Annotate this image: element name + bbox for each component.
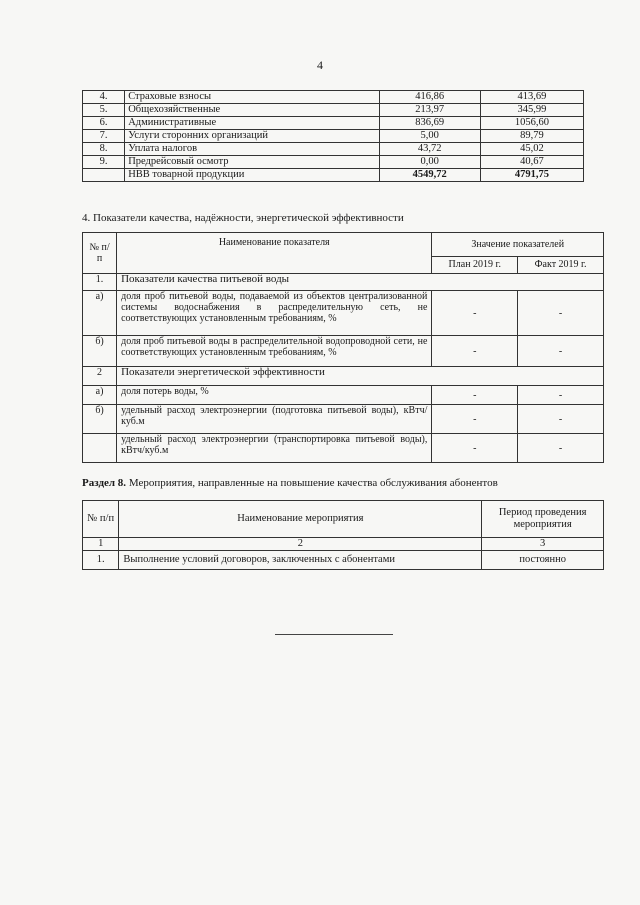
- row-number: 9.: [83, 156, 125, 169]
- col-fact-header: Факт 2019 г.: [518, 256, 604, 273]
- row-name: Предрейсовый осмотр: [125, 156, 379, 169]
- table-row: [83, 386, 604, 405]
- row-name: Выполнение условий договоров, заключенных с абонентами: [119, 551, 482, 570]
- table-row: [83, 336, 604, 367]
- row-name: доля проб питьевой воды, подаваемой из объектов централизованной системы водоснабжения в распределительную сеть, не соответствующих установленным требованиям, %: [117, 291, 432, 336]
- expenses-table: [82, 90, 584, 182]
- row-number: б): [83, 405, 117, 434]
- row-name: удельный расход электроэнергии (транспортировка питьевой воды), кВтч/куб.м: [117, 434, 432, 463]
- section-8-title: Мероприятия, направленные на повышение качества обслуживания абонентов: [128, 477, 498, 489]
- row-number: 1.: [83, 274, 117, 291]
- row-fact: -: [518, 434, 604, 463]
- total-plan: 4549,72: [379, 169, 480, 182]
- row-plan: 836,69: [379, 117, 480, 130]
- row-number: а): [83, 386, 117, 405]
- row-number: 5.: [83, 104, 125, 117]
- row-name: доля проб питьевой воды в распределительной водопроводной сети, не соответствующих установленным требованиям, %: [117, 336, 432, 367]
- col-values-header: Значение показателей: [432, 233, 604, 257]
- row-plan: 213,97: [379, 104, 480, 117]
- row-name: Административные: [125, 117, 379, 130]
- row-fact: -: [518, 336, 604, 367]
- row-plan: -: [432, 386, 518, 405]
- index-cell: 3: [482, 538, 604, 551]
- table-row: [83, 367, 604, 386]
- activities-table: [82, 500, 604, 570]
- row-fact: 89,79: [480, 130, 583, 143]
- table-row: [83, 156, 584, 169]
- row-plan: -: [432, 434, 518, 463]
- row-name: Уплата налогов: [125, 143, 379, 156]
- section-8-label: Раздел 8.: [82, 477, 127, 489]
- total-name: НВВ товарной продукции: [125, 169, 379, 182]
- row-fact: -: [518, 386, 604, 405]
- col-num-header: № п/п: [83, 233, 117, 274]
- row-number: 8.: [83, 143, 125, 156]
- table-row: [83, 434, 604, 463]
- row-number: б): [83, 336, 117, 367]
- row-name: Показатели энергетической эффективности: [117, 367, 604, 386]
- section-4-heading: 4. Показатели качества, надёжности, энергетической эффективности: [82, 212, 404, 224]
- row-plan: 416,86: [379, 91, 480, 104]
- row-plan: 0,00: [379, 156, 480, 169]
- section-8-heading: [82, 477, 498, 489]
- row-name: Общехозяйственные: [125, 104, 379, 117]
- total-fact: 4791,75: [480, 169, 583, 182]
- col-activity-header: Наименование мероприятия: [119, 501, 482, 538]
- table-row: [83, 104, 584, 117]
- col-period-header: Период проведения мероприятия: [482, 501, 604, 538]
- row-fact: 413,69: [480, 91, 583, 104]
- table-row: [83, 143, 584, 156]
- page-number: 4: [317, 58, 323, 72]
- col-num-header: № п/п: [83, 501, 119, 538]
- row-fact: 45,02: [480, 143, 583, 156]
- col-name-header: Наименование показателя: [117, 233, 432, 274]
- row-fact: -: [518, 405, 604, 434]
- index-cell: 2: [119, 538, 482, 551]
- row-name: Услуги сторонних организаций: [125, 130, 379, 143]
- row-plan: -: [432, 336, 518, 367]
- row-plan: -: [432, 405, 518, 434]
- total-row: [83, 169, 584, 182]
- table-row: [83, 405, 604, 434]
- table-row: [83, 130, 584, 143]
- row-fact: 40,67: [480, 156, 583, 169]
- row-period: постоянно: [482, 551, 604, 570]
- row-name: Страховые взносы: [125, 91, 379, 104]
- row-fact: -: [518, 291, 604, 336]
- row-plan: -: [432, 291, 518, 336]
- row-number: 6.: [83, 117, 125, 130]
- empty-cell: [83, 169, 125, 182]
- table-row: [83, 117, 584, 130]
- row-plan: 43,72: [379, 143, 480, 156]
- row-number: 2: [83, 367, 117, 386]
- row-number: [83, 434, 117, 463]
- row-name: Показатели качества питьевой воды: [117, 274, 604, 291]
- row-fact: 345,99: [480, 104, 583, 117]
- row-name: удельный расход электроэнергии (подготовка питьевой воды), кВтч/куб.м: [117, 405, 432, 434]
- table-row: [83, 551, 604, 570]
- table-row: [83, 91, 584, 104]
- index-cell: 1: [83, 538, 119, 551]
- row-number: 1.: [83, 551, 119, 570]
- row-name: доля потерь воды, %: [117, 386, 432, 405]
- signature-line: [275, 634, 393, 635]
- row-plan: 5,00: [379, 130, 480, 143]
- quality-indicators-table: [82, 232, 604, 463]
- row-number: а): [83, 291, 117, 336]
- row-number: 4.: [83, 91, 125, 104]
- row-number: 7.: [83, 130, 125, 143]
- col-plan-header: План 2019 г.: [432, 256, 518, 273]
- row-fact: 1056,60: [480, 117, 583, 130]
- table-row: [83, 291, 604, 336]
- table-row: [83, 274, 604, 291]
